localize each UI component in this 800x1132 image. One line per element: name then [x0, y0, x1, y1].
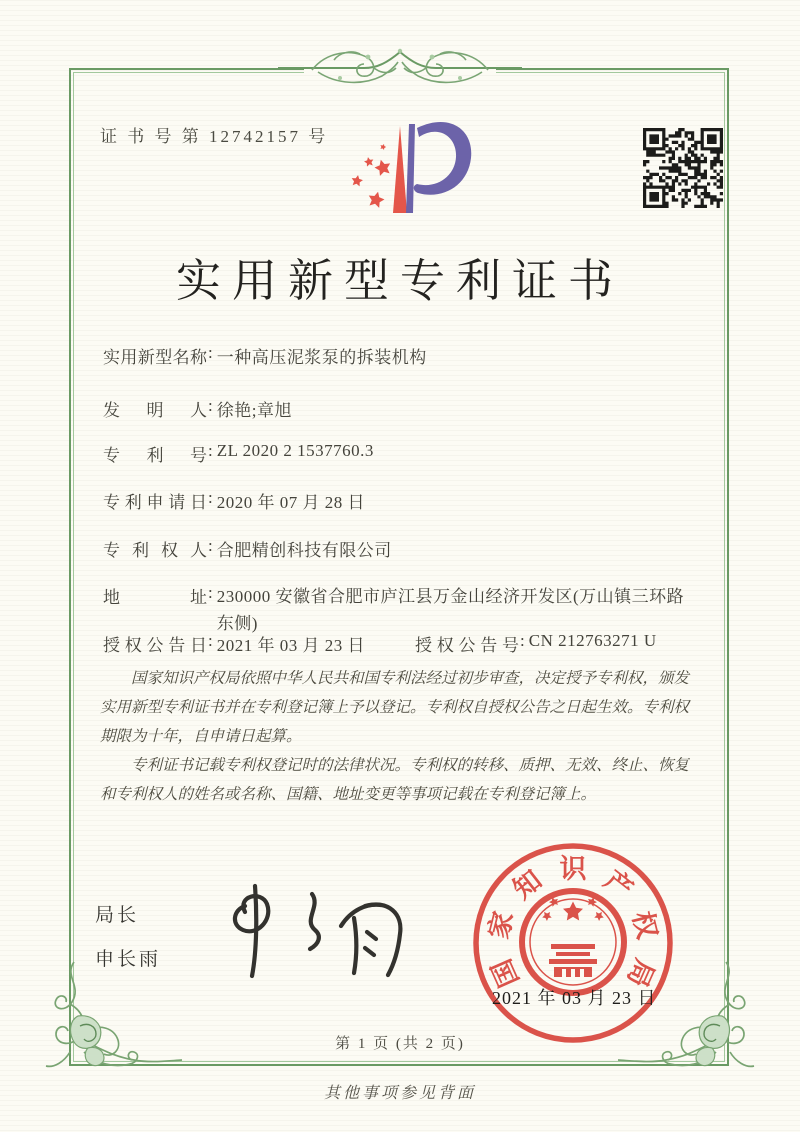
field-row-grant [103, 631, 723, 656]
certificate-number: 证 书 号 第 12742157 号 [100, 127, 329, 146]
field-pair-grant-number [415, 631, 657, 656]
field-colon: : [208, 488, 213, 507]
certificate-title: 实用新型专利证书 [175, 256, 624, 306]
top-border-ornament [278, 38, 522, 102]
field-colon: : [208, 396, 213, 415]
svg-text:国: 国 [486, 954, 525, 992]
field-value: 2021 年 03 月 23 日 [216, 636, 365, 655]
field-value: 徐艳;章旭 [216, 401, 292, 420]
director-signature [215, 876, 410, 986]
field-value: 合肥精创科技有限公司 [216, 541, 392, 560]
page-number: 第 1 页 (共 2 页) [335, 1036, 465, 1052]
qr-code [643, 128, 723, 208]
field-label: 地址 [103, 588, 207, 607]
cnipa-logo [338, 112, 483, 230]
official-seal [468, 838, 678, 1048]
field-row-filing-date [103, 488, 723, 513]
svg-text:局: 局 [621, 954, 660, 992]
legal-text [100, 664, 702, 809]
field-value: ZL 2020 2 1537760.3 [216, 441, 374, 460]
field-row-patent-number [103, 441, 723, 466]
back-note: 其他事项参见背面 [323, 1085, 476, 1102]
director-name: 申长雨 [95, 949, 162, 970]
field-colon: : [208, 536, 213, 555]
field-colon: : [208, 631, 213, 650]
field-label: 专利号 [103, 446, 207, 465]
legal-paragraph-1: 国家知识产权局依照中华人民共和国专利法经过初步审查，决定授予专利权，颁发实用新型专利证书并在专利登记簿上予以登记。专利权自授权公告之日起生效。专利权期限为十年，自申请日起算。 [100, 670, 690, 745]
field-row-patentee [103, 536, 723, 561]
field-label: 专利权人 [103, 541, 207, 560]
seal-emblem [522, 891, 624, 993]
field-value: 230000 安徽省合肥市庐江县万金山经济开发区(万山镇三环路东侧) [216, 587, 685, 633]
field-colon: : [208, 441, 213, 460]
seal-date: 2021 年 03 月 23 日 [492, 988, 657, 1008]
field-row-name [103, 343, 723, 368]
field-value: 2020 年 07 月 28 日 [216, 493, 365, 512]
legal-paragraph-2: 专利证书记载专利权登记时的法律状况。专利权的转移、质押、无效、终止、恢复和专利权人的姓名或名称、国籍、地址变更等事项记载在专利登记簿上。 [100, 757, 690, 803]
svg-text:识: 识 [559, 854, 587, 884]
field-colon: : [208, 343, 213, 362]
director-block [95, 900, 161, 988]
svg-text:知: 知 [507, 864, 548, 905]
svg-text:权: 权 [626, 908, 663, 942]
field-value: 一种高压泥浆泵的拆装机构 [216, 348, 427, 367]
field-row-address [103, 583, 723, 637]
field-row-inventor [103, 396, 723, 421]
field-label: 专利申请日 [103, 493, 207, 512]
field-label: 实用新型名称 [103, 348, 207, 367]
field-label: 授权公告号 [415, 636, 519, 655]
field-colon: : [208, 583, 213, 602]
director-title: 局长 [95, 905, 140, 926]
field-value: CN 212763271 U [528, 631, 657, 650]
svg-text:家: 家 [483, 908, 520, 942]
field-colon: : [520, 631, 525, 650]
svg-text:产: 产 [598, 864, 639, 905]
field-label: 授权公告日 [103, 636, 207, 655]
field-label: 发明人 [103, 401, 207, 420]
